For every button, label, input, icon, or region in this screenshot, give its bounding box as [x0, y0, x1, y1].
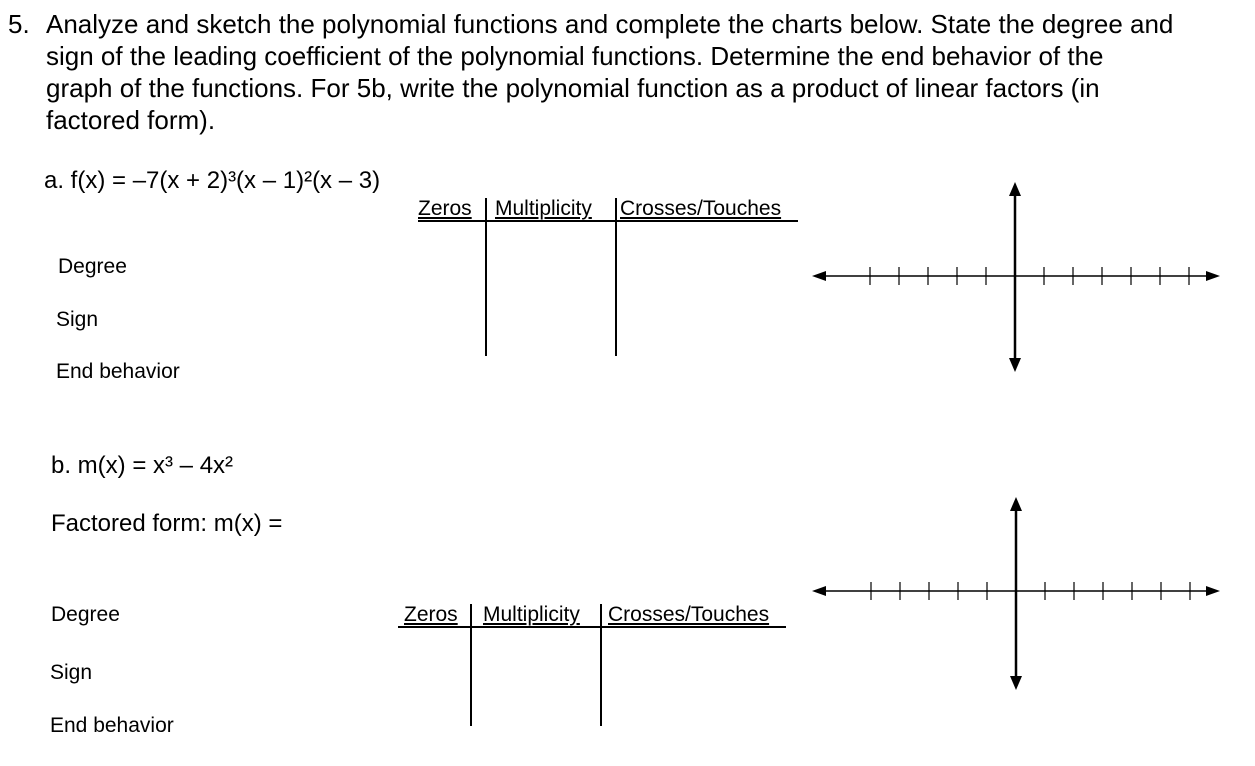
- part-a-crosses-header: Crosses/Touches: [620, 197, 782, 220]
- arrowhead-left-icon: [812, 586, 826, 596]
- instruction-line: sign of the leading coefficient of the polynomial functions. Determine the end behavior of the: [46, 41, 1104, 71]
- part-a-end-behavior-label: End behavior: [56, 360, 180, 383]
- part-b-coordinate-axes: [812, 497, 1220, 690]
- part-a-function: a. f(x) = –7(x + 2)³(x – 1)²(x – 3): [44, 167, 381, 194]
- instruction-line: graph of the functions. For 5b, write the polynomial function as a product of linear factors (in: [46, 73, 1100, 103]
- instruction-line: factored form).: [46, 105, 216, 135]
- part-b-factored-form: Factored form: m(x) =: [51, 510, 283, 537]
- part-a-coordinate-axes: [812, 182, 1220, 372]
- arrowhead-right-icon: [1206, 271, 1220, 281]
- part-b-degree-label: Degree: [51, 603, 120, 626]
- part-b-crosses-header: Crosses/Touches: [608, 603, 770, 626]
- arrowhead-right-icon: [1206, 586, 1220, 596]
- part-b-end-behavior-label: End behavior: [50, 714, 174, 737]
- arrowhead-up-icon: [1010, 497, 1022, 511]
- part-a-zeros-header: Zeros: [418, 197, 472, 220]
- instruction-line: Analyze and sketch the polynomial functions and complete the charts below. State the degree and: [46, 9, 1174, 39]
- problem-number: 5.: [8, 9, 30, 39]
- arrowhead-down-icon: [1010, 676, 1022, 690]
- part-a-degree-label: Degree: [58, 255, 127, 278]
- part-b-sign-label: Sign: [50, 661, 93, 684]
- part-b-function: b. m(x) = x³ – 4x²: [51, 452, 234, 479]
- arrowhead-left-icon: [812, 271, 826, 281]
- arrowhead-up-icon: [1009, 182, 1021, 196]
- part-a-sign-label: Sign: [56, 308, 99, 331]
- part-a-multiplicity-header: Multiplicity: [495, 197, 592, 220]
- arrowhead-down-icon: [1009, 358, 1021, 372]
- part-b-multiplicity-header: Multiplicity: [483, 603, 580, 626]
- part-b-zeros-header: Zeros: [404, 603, 458, 626]
